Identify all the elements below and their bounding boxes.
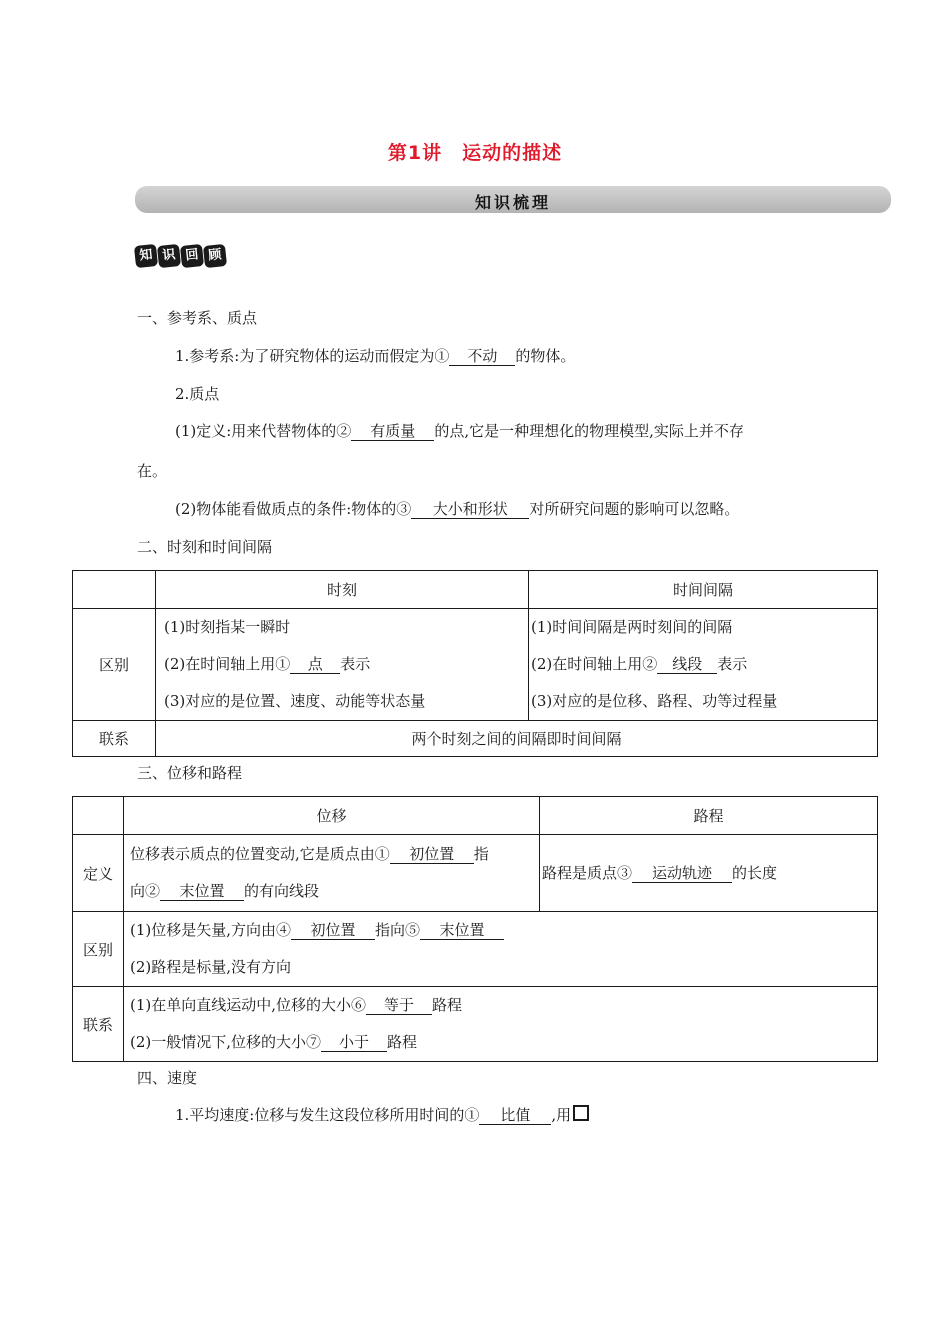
connection-cell: 两个时刻之间的间隔即时间间隔 bbox=[156, 721, 878, 757]
answer-blank: 小于 bbox=[321, 1034, 387, 1052]
s1-line-2: 2.质点 bbox=[175, 385, 220, 403]
answer-blank: 末位置 bbox=[160, 883, 244, 901]
s1-line-3: (1)定义:用来代替物体的② 有质量 的点,它是一种理想化的物理模型,实际上并不存 bbox=[175, 422, 744, 440]
header-interval: 时间间隔 bbox=[529, 571, 878, 609]
row-label-difference: 区别 bbox=[73, 609, 156, 721]
path-definition-cell: 路程是质点③ 运动轨迹 的长度 bbox=[540, 835, 878, 912]
s1-line-5: (2)物体能看做质点的条件:物体的③ 大小和形状 对所研究问题的影响可以忽略。 bbox=[175, 500, 740, 518]
displacement-table bbox=[72, 796, 878, 1062]
badge-char: 回 bbox=[180, 244, 204, 268]
row-label-difference: 区别 bbox=[73, 912, 124, 987]
answer-blank: 不动 bbox=[449, 348, 515, 366]
displacement-definition-cell: 位移表示质点的位置变动,它是质点由① 初位置 指 向② 末位置 的有向线段 bbox=[124, 835, 540, 912]
review-badge bbox=[135, 245, 227, 267]
row-label-connection: 联系 bbox=[73, 987, 124, 1062]
answer-blank: 点 bbox=[290, 656, 340, 674]
section-banner bbox=[135, 186, 891, 213]
page-title: 第1讲 运动的描述 bbox=[387, 142, 563, 164]
section-1-heading: 一、参考系、质点 bbox=[137, 309, 258, 327]
answer-blank: 等于 bbox=[366, 997, 432, 1015]
difference-cell: (1)位移是矢量,方向由④ 初位置 指向⑤ 末位置 (2)路程是标量,没有方向 bbox=[124, 912, 878, 987]
answer-blank: 比值 bbox=[479, 1107, 551, 1125]
answer-blank: 大小和形状 bbox=[411, 501, 529, 519]
header-path: 路程 bbox=[540, 797, 878, 835]
section-3-heading: 三、位移和路程 bbox=[137, 764, 243, 782]
header-moment: 时刻 bbox=[156, 571, 529, 609]
moment-difference-cell: (1)时刻指某一瞬时 (2)在时间轴上用① 点 表示 (3)对应的是位置、速度、动能等状态量 bbox=[156, 609, 529, 721]
empty-header-cell bbox=[73, 797, 124, 835]
answer-blank: 初位置 bbox=[390, 846, 474, 864]
interval-difference-cell: (1)时间间隔是两时刻间的间隔 (2)在时间轴上用② 线段 表示 (3)对应的是位移、路程、功等过程量 bbox=[529, 609, 878, 721]
s1-line-4: 在。 bbox=[137, 462, 168, 480]
s4-line-1: 1.平均速度:位移与发生这段位移所用时间的① 比值 ,用 bbox=[175, 1104, 589, 1125]
answer-blank: 线段 bbox=[657, 656, 717, 674]
time-table bbox=[72, 570, 878, 757]
empty-header-cell bbox=[73, 571, 156, 609]
answer-blank: 运动轨迹 bbox=[632, 865, 732, 883]
badge-char: 顾 bbox=[203, 244, 227, 268]
banner-label: 知识梳理 bbox=[474, 193, 551, 212]
answer-blank: 初位置 bbox=[291, 922, 375, 940]
row-label-definition: 定义 bbox=[73, 835, 124, 912]
checkbox-icon bbox=[573, 1105, 589, 1121]
s1-line-1: 1.参考系:为了研究物体的运动而假定为① 不动 的物体。 bbox=[175, 347, 576, 365]
answer-blank: 有质量 bbox=[351, 423, 434, 441]
header-displacement: 位移 bbox=[124, 797, 540, 835]
badge-char: 识 bbox=[157, 244, 181, 268]
section-4-heading: 四、速度 bbox=[137, 1069, 198, 1087]
connection-cell: (1)在单向直线运动中,位移的大小⑥ 等于 路程 (2)一般情况下,位移的大小⑦ 小于 路程 bbox=[124, 987, 878, 1062]
badge-char: 知 bbox=[134, 244, 158, 268]
section-2-heading: 二、时刻和时间间隔 bbox=[137, 538, 273, 556]
row-label-connection: 联系 bbox=[73, 721, 156, 757]
answer-blank: 末位置 bbox=[420, 922, 504, 940]
